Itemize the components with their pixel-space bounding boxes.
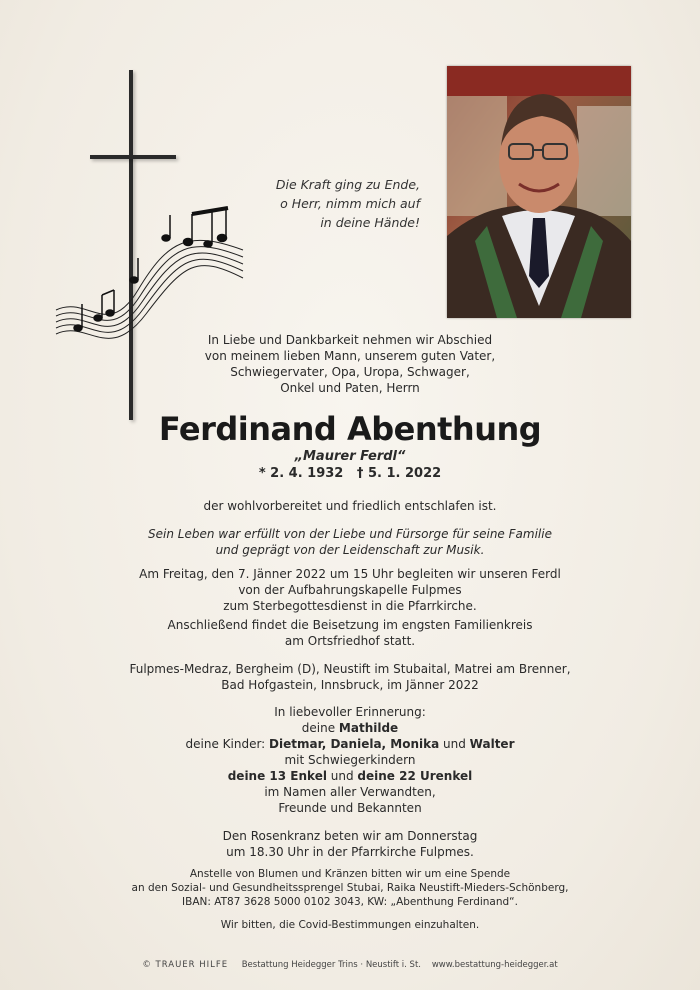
family-heading: In liebevoller Erinnerung: [274, 705, 426, 719]
quote-line: in deine Hände! [320, 215, 420, 230]
deceased-name: Ferdinand Abenthung [158, 410, 542, 448]
relatives-line: im Namen aller Verwandten, [264, 785, 436, 799]
relatives-line: Freunde und Bekannten [278, 801, 422, 815]
grandchildren: deine 13 Enkel [227, 769, 327, 783]
kids-names: Dietmar, Daniela, Monika [269, 737, 440, 751]
quote [240, 175, 420, 232]
rosary-line: um 18.30 Uhr in der Pfarrkirche Fulpmes. [226, 845, 474, 859]
funeral-line: von der Aufbahrungskapelle Fulpmes [238, 583, 462, 597]
life-line: Sein Leben war erfüllt von der Liebe und Fürsorge für seine Familie [148, 527, 552, 541]
deceased-block [0, 410, 700, 483]
great-grandchildren: deine 22 Urenkel [357, 769, 473, 783]
kids-last: Walter [469, 737, 515, 751]
footer-company: Bestattung Heidegger Trins · Neustift i. St. [241, 960, 421, 970]
wife-prefix: deine [301, 721, 339, 735]
grandchildren-line [0, 768, 700, 784]
rosary-line: Den Rosenkranz beten wir am Donnerstag [222, 829, 478, 843]
funeral-line: zum Sterbegottesdienst in die Pfarrkirche. [223, 599, 477, 613]
passed-line: der wohlvorbereitet und friedlich entschlafen ist. [203, 499, 497, 513]
funeral-line: Anschließend findet die Beisetzung im engsten Familienkreis [167, 618, 533, 632]
passed-text [0, 498, 700, 514]
footer-url[interactable]: www.bestattung-heidegger.at [431, 960, 558, 970]
funeral-line: am Ortsfriedhof statt. [284, 634, 416, 648]
funeral-line: Am Freitag, den 7. Jänner 2022 um 15 Uhr begleiten wir unseren Ferdl [139, 567, 561, 581]
quote-line: o Herr, nimm mich auf [280, 196, 420, 211]
life-dates: * 2. 4. 1932 † 5. 1. 2022 [258, 466, 442, 481]
footer [0, 960, 700, 970]
wife-line [0, 720, 700, 736]
covid-line: Wir bitten, die Covid-Bestimmungen einzuhalten. [220, 919, 480, 931]
intro-line: von meinem lieben Mann, unserem guten Vater, [204, 349, 496, 363]
family-block [0, 704, 700, 816]
places-line: Bad Hofgastein, Innsbruck, im Jänner 2022 [221, 678, 479, 692]
quote-line: Die Kraft ging zu Ende, [275, 177, 420, 192]
portrait-photo [447, 66, 631, 318]
intro-line: In Liebe und Dankbarkeit nehmen wir Abschied [207, 333, 493, 347]
donation-line: an den Sozial- und Gesundheitssprengel Stubai, Raika Neustift-Mieders-Schönberg, [131, 882, 569, 894]
covid-text [0, 918, 700, 932]
cross-bar [90, 155, 176, 159]
places-text [0, 661, 700, 693]
funeral-text [0, 566, 700, 649]
kids-and: und [439, 737, 470, 751]
wife-name: Mathilde [338, 721, 399, 735]
life-line: und geprägt von der Leidenschaft zur Musik. [215, 543, 485, 557]
kids-prefix: deine Kinder: [185, 737, 270, 751]
intro-text [0, 332, 700, 396]
intro-line: Onkel und Paten, Herrn [280, 381, 420, 395]
donation-line: Anstelle von Blumen und Kränzen bitten wir um eine Spende [189, 868, 511, 880]
rosary-text [0, 828, 700, 860]
nickname: „Maurer Ferdl“ [294, 449, 406, 464]
grand-and: und [326, 769, 358, 783]
places-line: Fulpmes-Medraz, Bergheim (D), Neustift im Stubaital, Matrei am Brenner, [129, 662, 571, 676]
donation-text [0, 867, 700, 909]
life-text [0, 526, 700, 558]
in-laws-line: mit Schwiegerkindern [284, 753, 416, 767]
donation-line: IBAN: AT87 3628 5000 0102 3043, KW: „Abenthung Ferdinand“. [182, 896, 518, 908]
intro-line: Schwiegervater, Opa, Uropa, Schwager, [230, 365, 470, 379]
footer-brand: © TRAUER HILFE [142, 960, 229, 970]
music-notes-icon [48, 200, 248, 350]
kids-line [0, 736, 700, 752]
